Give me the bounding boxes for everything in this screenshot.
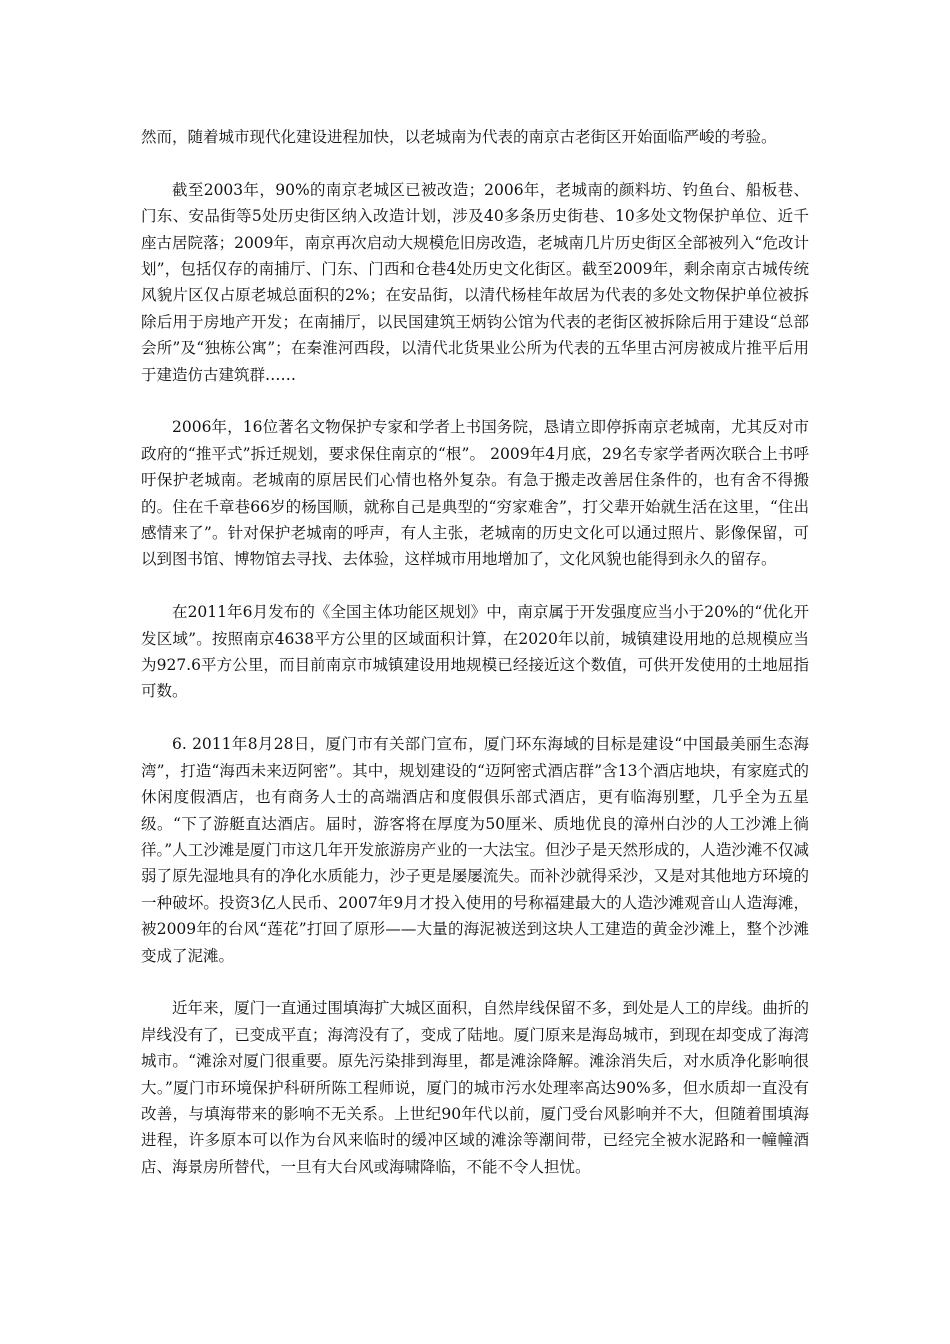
paragraph-experts-petition: 2006年，16位著名文物保护专家和学者上书国务院，恳请立即停拆南京老城南，尤其反对市政府的“推平式”拆迁规划，要求保住南京的“根”。 2009年4月底，29名专家学者两次联合上书呼吁保护老城南。老城南的原居民们心情也格外复杂。有急于搬走改善居住条件的，也有舍不得搬的。住在千章巷66岁的杨国顺，就称自己是典型的“穷家难舍”，打父辈开始就生活在这里，“住出感情来了”。针对保护老城南的呼声，有人主张，老城南的历史文化可以通过照片、影像保留，可以到图书馆、博物馆去寻找、去体验，这样城市用地增加了，文化风貌也能得到永久的留存。 — [141, 418, 809, 569]
paragraph-nanjing-renovation: 截至2003年，90%的南京老城区已被改造；2006年，老城南的颜料坊、钓鱼台、船板巷、门东、安品街等5处历史街区纳入改造计划，涉及40多条历史街巷、10多处文物保护单位、近千座古居院落；2009年，南京再次启动大规模危旧房改造，老城南几片历史街区全部被列入“危改计划”，包括仅存的南捕厅、门东、门西和仓巷4处历史文化街区。截至2009年，剩余南京古城传统风貌片区仅占原老城总面积的2%；在安品街，以清代杨桂年故居为代表的多处文物保护单位被拆除后用于房地产开发；在南捕厅，以民国建筑王炳钧公馆为代表的老街区被拆除后用于建设“总部会所”及“独栋公寓”；在秦淮河西段，以清代北货果业公所为代表的五华里古河房被成片推平后用于建造仿古建筑群…… — [141, 180, 809, 384]
paragraph-xiamen-beach: 6. 2011年8月28日，厦门市有关部门宣布，厦门环东海域的目标是建设“中国最美丽生态海湾”，打造“海西未来迈阿密”。其中，规划建设的“迈阿密式酒店群”含13个酒店地块，有家庭式的休闲度假酒店，也有商务人士的高端酒店和度假俱乐部式酒店，更有临海别墅，几乎全为五星级。“下了游艇直达酒店。届时，游客将在厚度为50厘米、质地优良的漳州白沙的人工沙滩上徜徉。”人工沙滩是厦门市这几年开发旅游房产业的一大法宝。但沙子是天然形成的，人造沙滩不仅减弱了原先湿地具有的净化水质能力，沙子更是屡屡流失。而补沙就得采沙，又是对其他地方环境的一种破坏。投资3亿人民币、2007年9月才投入使用的号称福建最大的人造沙滩观音山人造海滩，被2009年的台风“莲花”打回了原形——大量的海泥被送到这块人工建造的黄金沙滩上，整个沙滩变成了泥滩。 — [141, 735, 809, 965]
paragraph-continuation: 然而，随着城市现代化建设进程加快，以老城南为代表的南京古老街区开始面临严峻的考验。 — [141, 128, 777, 146]
document-page — [141, 124, 809, 1207]
paragraph-xiamen-reclamation: 近年来，厦门一直通过围填海扩大城区面积，自然岸线保留不多，到处是人工的岸线。曲折的岸线没有了，已变成平直；海湾没有了，变成了陆地。厦门原来是海岛城市，到现在却变成了海湾城市。“滩涂对厦门很重要。原先污染排到海里，都是滩涂降解。滩涂消失后，对水质净化影响很大。”厦门市环境保护科研所陈工程师说，厦门的城市污水处理率高达90%多，但水质却一直没有改善，与填海带来的影响不无关系。上世纪90年代以前，厦门受台风影响并不大，但随着围填海进程，许多原本可以作为台风来临时的缓冲区域的滩涂等潮间带，已经完全被水泥路和一幢幢酒店、海景房所替代，一旦有大台风或海啸降临，不能不令人担忧。 — [141, 999, 809, 1176]
paragraph-land-planning: 在2011年6月发布的《全国主体功能区规划》中，南京属于开发强度应当小于20%的“优化开发区域”。按照南京4638平方公里的区域面积计算，在2020年以前，城镇建设用地的总规模应当为927.6平方公里，而目前南京市城镇建设用地规模已经接近这个数值，可供开发使用的土地屈指可数。 — [141, 603, 809, 701]
